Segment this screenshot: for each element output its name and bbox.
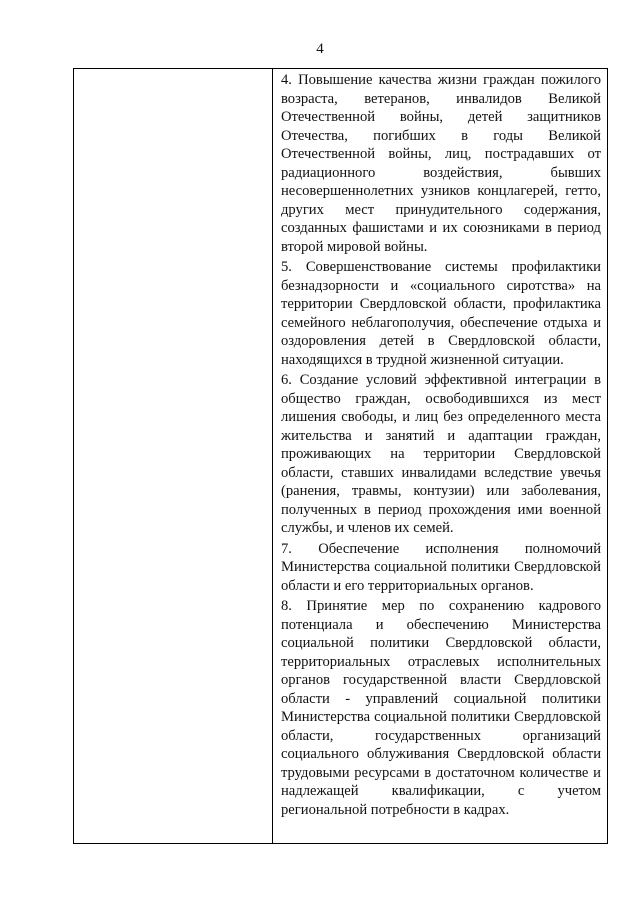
table-right-cell [273, 69, 607, 843]
list-item-4: 4. Повышение качества жизни граждан пожилого возраста, ветеранов, инвалидов Великой Отечественной войны, детей защитников Отечества, погибших в годы Великой Отечественной войны, лиц, пострадавших от радиационного воздействия, бывших несовершеннолетних узников концлагерей, гетто, других мест принудительного содержания, созданных фашистами и их союзниками в период второй мировой войны. [281, 72, 601, 255]
list-item-8: 8. Принятие мер по сохранению кадрового потенциала и обеспечению Министерства социальной политики Свердловской области, территориальных отраслевых исполнительных органов государственной власти Свердловской области - управлений социальной политики Министерства социальной политики Свердловской области, государственных организаций социального облуживания Свердловской области трудовыми ресурсами в достаточном количестве и надлежащей квалификации, с учетом региональной потребности в кадрах. [281, 598, 601, 818]
document-table [73, 68, 608, 844]
page-number: 4 [316, 41, 324, 57]
list-item-6: 6. Создание условий эффективной интеграции в общество граждан, освободившихся из мест лишения свободы, и лиц без определенного места жительства и занятий и адаптации граждан, проживающих на территории Свердловской области, ставших инвалидами вследствие увечья (ранения, травмы, контузии) или заболевания, полученных в период прохождения ими военной службы, и членов их семей. [281, 372, 601, 536]
list-item-7: 7. Обеспечение исполнения полномочий Министерства социальной политики Свердловской области и его территориальных органов. [281, 540, 601, 594]
list-item-5: 5. Совершенствование системы профилактики безнадзорности и «социального сиротства» на территории Свердловской области, профилактика семейного неблагополучия, обеспечение отдыха и оздоровления детей в Свердловской области, находящихся в трудной жизненной ситуации. [281, 259, 601, 368]
table-left-cell [74, 69, 273, 843]
